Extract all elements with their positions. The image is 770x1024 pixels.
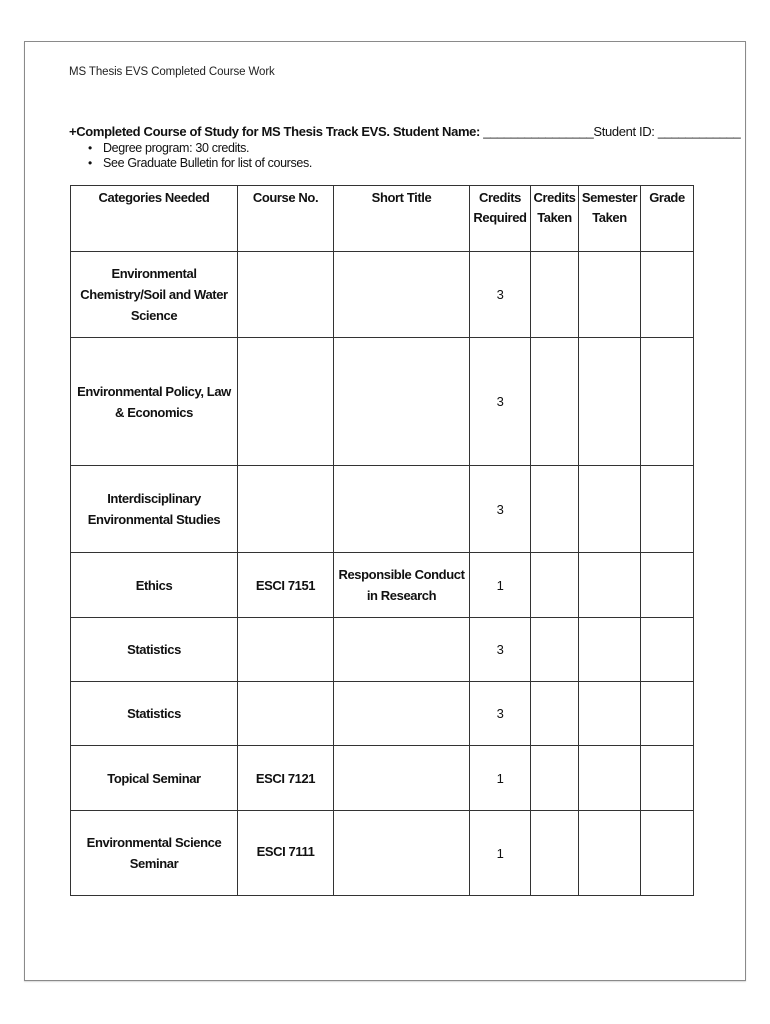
cell-grade[interactable] <box>641 618 694 682</box>
cell-short-title[interactable] <box>334 746 470 811</box>
table-row <box>71 553 694 618</box>
cell-course-no[interactable] <box>238 466 334 553</box>
cell-course-no[interactable]: ESCI 7151 <box>238 553 334 618</box>
cell-semester-taken[interactable] <box>579 466 641 553</box>
cell-category: Statistics <box>71 618 238 682</box>
course-table <box>70 185 694 896</box>
cell-course-no[interactable] <box>238 618 334 682</box>
cell-short-title[interactable] <box>334 252 470 338</box>
cell-category: Environmental Policy, Law & Economics <box>71 338 238 466</box>
bullet-degree-program: • Degree program: 30 credits. <box>103 141 709 156</box>
cell-credits-required: 1 <box>470 553 531 618</box>
table-row <box>71 811 694 896</box>
cell-category: Ethics <box>71 553 238 618</box>
cell-credits-taken[interactable] <box>531 338 579 466</box>
header-credits-required: Credits Required <box>470 186 531 252</box>
cell-semester-taken[interactable] <box>579 811 641 896</box>
cell-short-title[interactable] <box>334 466 470 553</box>
bullet-graduate-bulletin: • See Graduate Bulletin for list of courses. <box>103 156 709 171</box>
header-course-no: Course No. <box>238 186 334 252</box>
cell-grade[interactable] <box>641 811 694 896</box>
cell-credits-required: 1 <box>470 811 531 896</box>
table-row <box>71 252 694 338</box>
cell-short-title[interactable] <box>334 338 470 466</box>
cell-course-no[interactable]: ESCI 7121 <box>238 746 334 811</box>
student-fields: ________________Student ID: ____________ <box>480 124 741 139</box>
cell-grade[interactable] <box>641 252 694 338</box>
cell-credits-taken[interactable] <box>531 553 579 618</box>
table-row <box>71 466 694 553</box>
cell-credits-required: 1 <box>470 746 531 811</box>
cell-grade[interactable] <box>641 466 694 553</box>
cell-credits-required: 3 <box>470 618 531 682</box>
cell-course-no[interactable] <box>238 338 334 466</box>
cell-category: Interdisciplinary Environmental Studies <box>71 466 238 553</box>
table-row <box>71 338 694 466</box>
cell-grade[interactable] <box>641 746 694 811</box>
cell-credits-taken[interactable] <box>531 466 579 553</box>
cell-grade[interactable] <box>641 553 694 618</box>
document-page <box>24 41 746 981</box>
cell-grade[interactable] <box>641 682 694 746</box>
cell-course-no[interactable] <box>238 252 334 338</box>
cell-category: Environmental Science Seminar <box>71 811 238 896</box>
cell-credits-taken[interactable] <box>531 682 579 746</box>
table-row <box>71 746 694 811</box>
cell-grade[interactable] <box>641 338 694 466</box>
cell-semester-taken[interactable] <box>579 618 641 682</box>
form-title: +Completed Course of Study for MS Thesis Track EVS. Student Name: <box>69 124 481 139</box>
cell-course-no[interactable]: ESCI 7111 <box>238 811 334 896</box>
header-category: Categories Needed <box>71 186 238 252</box>
intro-section <box>69 124 741 171</box>
cell-short-title[interactable]: Responsible Conduct in Research <box>334 553 470 618</box>
cell-semester-taken[interactable] <box>579 553 641 618</box>
cell-credits-required: 3 <box>470 338 531 466</box>
cell-semester-taken[interactable] <box>579 252 641 338</box>
cell-credits-taken[interactable] <box>531 252 579 338</box>
cell-credits-required: 3 <box>470 252 531 338</box>
cell-credits-required: 3 <box>470 466 531 553</box>
cell-course-no[interactable] <box>238 682 334 746</box>
cell-semester-taken[interactable] <box>579 682 641 746</box>
cell-semester-taken[interactable] <box>579 746 641 811</box>
cell-category: Statistics <box>71 682 238 746</box>
requirements-list <box>69 141 709 171</box>
cell-short-title[interactable] <box>334 618 470 682</box>
cell-credits-taken[interactable] <box>531 618 579 682</box>
cell-category: Topical Seminar <box>71 746 238 811</box>
header-semester-taken: Semester Taken <box>579 186 641 252</box>
header-short-title: Short Title <box>334 186 470 252</box>
cell-short-title[interactable] <box>334 682 470 746</box>
form-title-line <box>69 124 741 140</box>
table-row <box>71 618 694 682</box>
table-header-row <box>71 186 694 252</box>
header-credits-taken: Credits Taken <box>531 186 579 252</box>
cell-semester-taken[interactable] <box>579 338 641 466</box>
cell-credits-taken[interactable] <box>531 746 579 811</box>
header-grade: Grade <box>641 186 694 252</box>
cell-category: Environmental Chemistry/Soil and Water Science <box>71 252 238 338</box>
cell-short-title[interactable] <box>334 811 470 896</box>
running-header: MS Thesis EVS Completed Course Work <box>69 66 275 78</box>
cell-credits-required: 3 <box>470 682 531 746</box>
cell-credits-taken[interactable] <box>531 811 579 896</box>
table-row <box>71 682 694 746</box>
